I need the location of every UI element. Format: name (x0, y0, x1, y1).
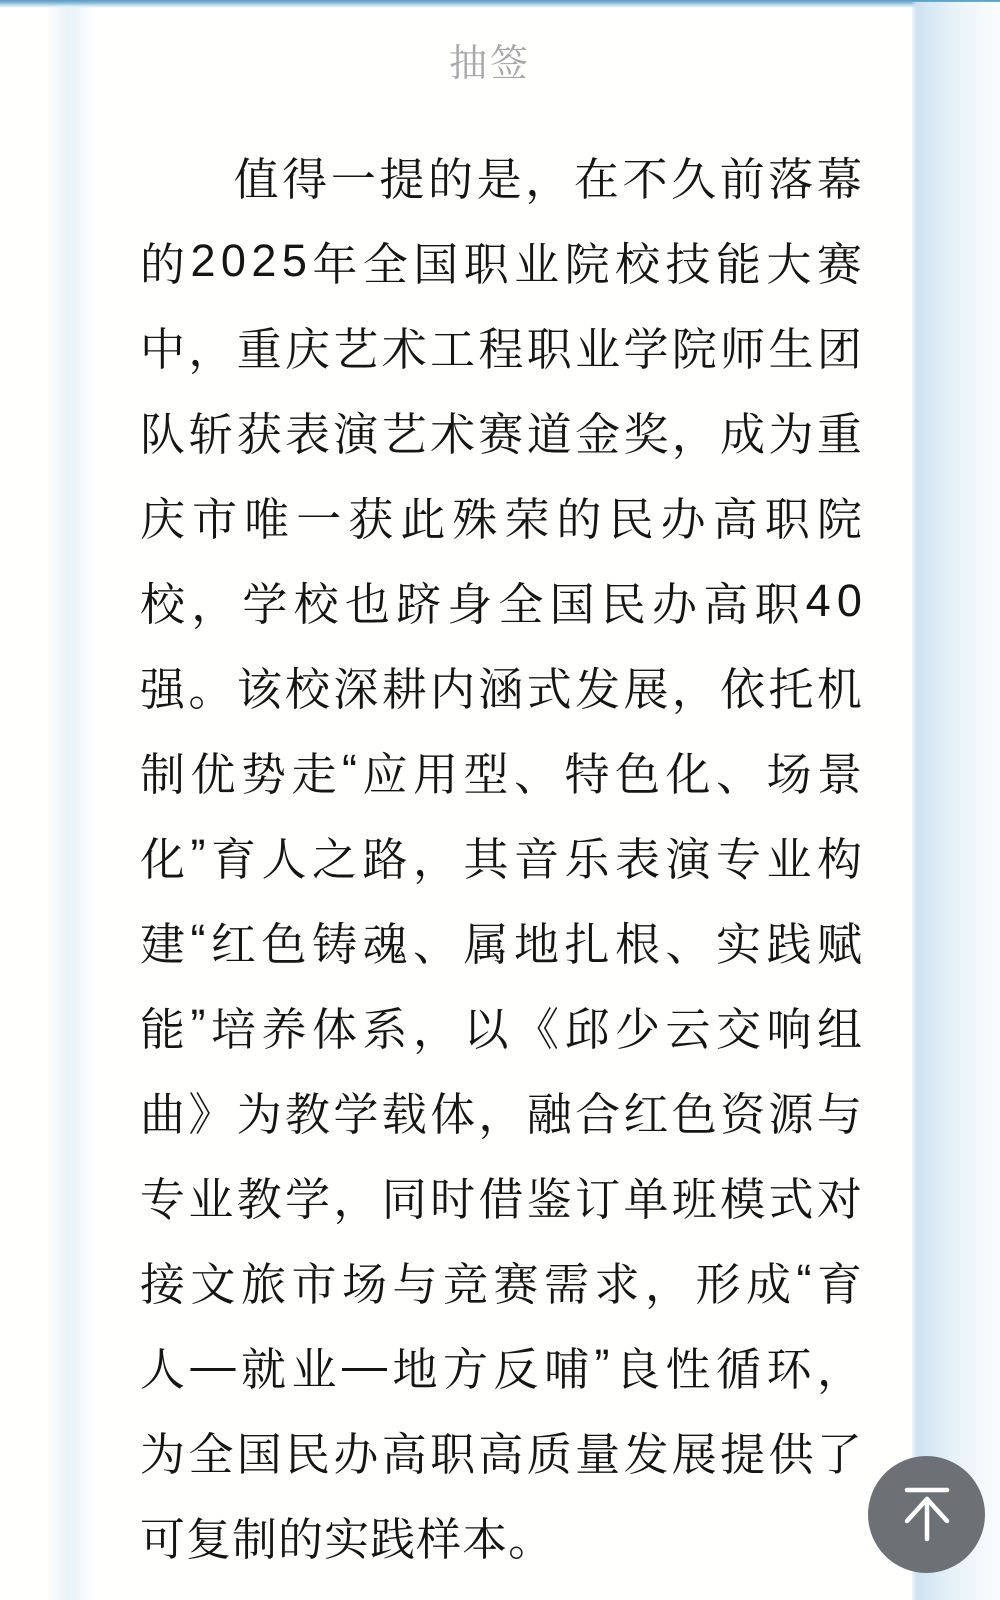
scroll-to-top-button[interactable] (868, 1456, 985, 1573)
article-line: 曲 》 为 教 学 载 体 ， 融 合 红 色 资 源 与 (140, 1089, 862, 1140)
article-line: 化 ” 育 人 之 路 ， 其 音 乐 表 演 专 业 构 (140, 829, 862, 885)
article-line: 强 。 该 校 深 耕 内 涵 式 发 展 ， 依 托 机 (140, 664, 862, 715)
article-line: 建 “ 红 色 铸 魂 、 属 地 扎 根 、 实 践 赋 (140, 914, 862, 970)
article-line: 的 2 0 2 5 年 全 国 职 业 院 校 技 能 大 赛 (140, 234, 862, 290)
article-line: 校 ， 学 校 也 跻 身 全 国 民 办 高 职 4 0 (140, 574, 862, 630)
article-line: 中 ， 重 庆 艺 术 工 程 职 业 学 院 师 生 团 (140, 324, 862, 375)
article-line: 队 斩 获 表 演 艺 术 赛 道 金 奖 ， 成 为 重 (140, 409, 862, 460)
article-line: 庆 市 唯 一 获 此 殊 荣 的 民 办 高 职 院 (140, 494, 862, 545)
scroll-to-top-arrow-icon (894, 1482, 960, 1548)
right-edge-glow (912, 2, 1000, 1600)
top-edge-gradient (0, 0, 1000, 8)
page-title: 抽签 (448, 43, 531, 85)
first-line-indent (140, 175, 230, 176)
article-paragraph (140, 133, 862, 1578)
left-edge-glow (46, 6, 96, 1600)
article-line: 能 ” 培 养 体 系 ， 以 《 邱 少 云 交 响 组 (140, 999, 862, 1055)
article-line: 人 — 就 业 — 地 方 反 哺 ” 良 性 循 环 ， (140, 1339, 862, 1395)
article-line: 值 得 一 提 的 是 ， 在 不 久 前 落 幕 (140, 133, 862, 218)
article-line: 专 业 教 学 ， 同 时 借 鉴 订 单 班 模 式 对 (140, 1174, 862, 1225)
article-line: 接 文 旅 市 场 与 竞 赛 需 求 ， 形 成 “ 育 (140, 1254, 862, 1310)
article-line: 制 优 势 走 “ 应 用 型 、 特 色 化 、 场 景 (140, 744, 862, 800)
article-line: 可 复 制 的 实 践 样 本 。 (140, 1514, 554, 1565)
article-line: 为 全 国 民 办 高 职 高 质 量 发 展 提 供 了 (140, 1429, 862, 1480)
